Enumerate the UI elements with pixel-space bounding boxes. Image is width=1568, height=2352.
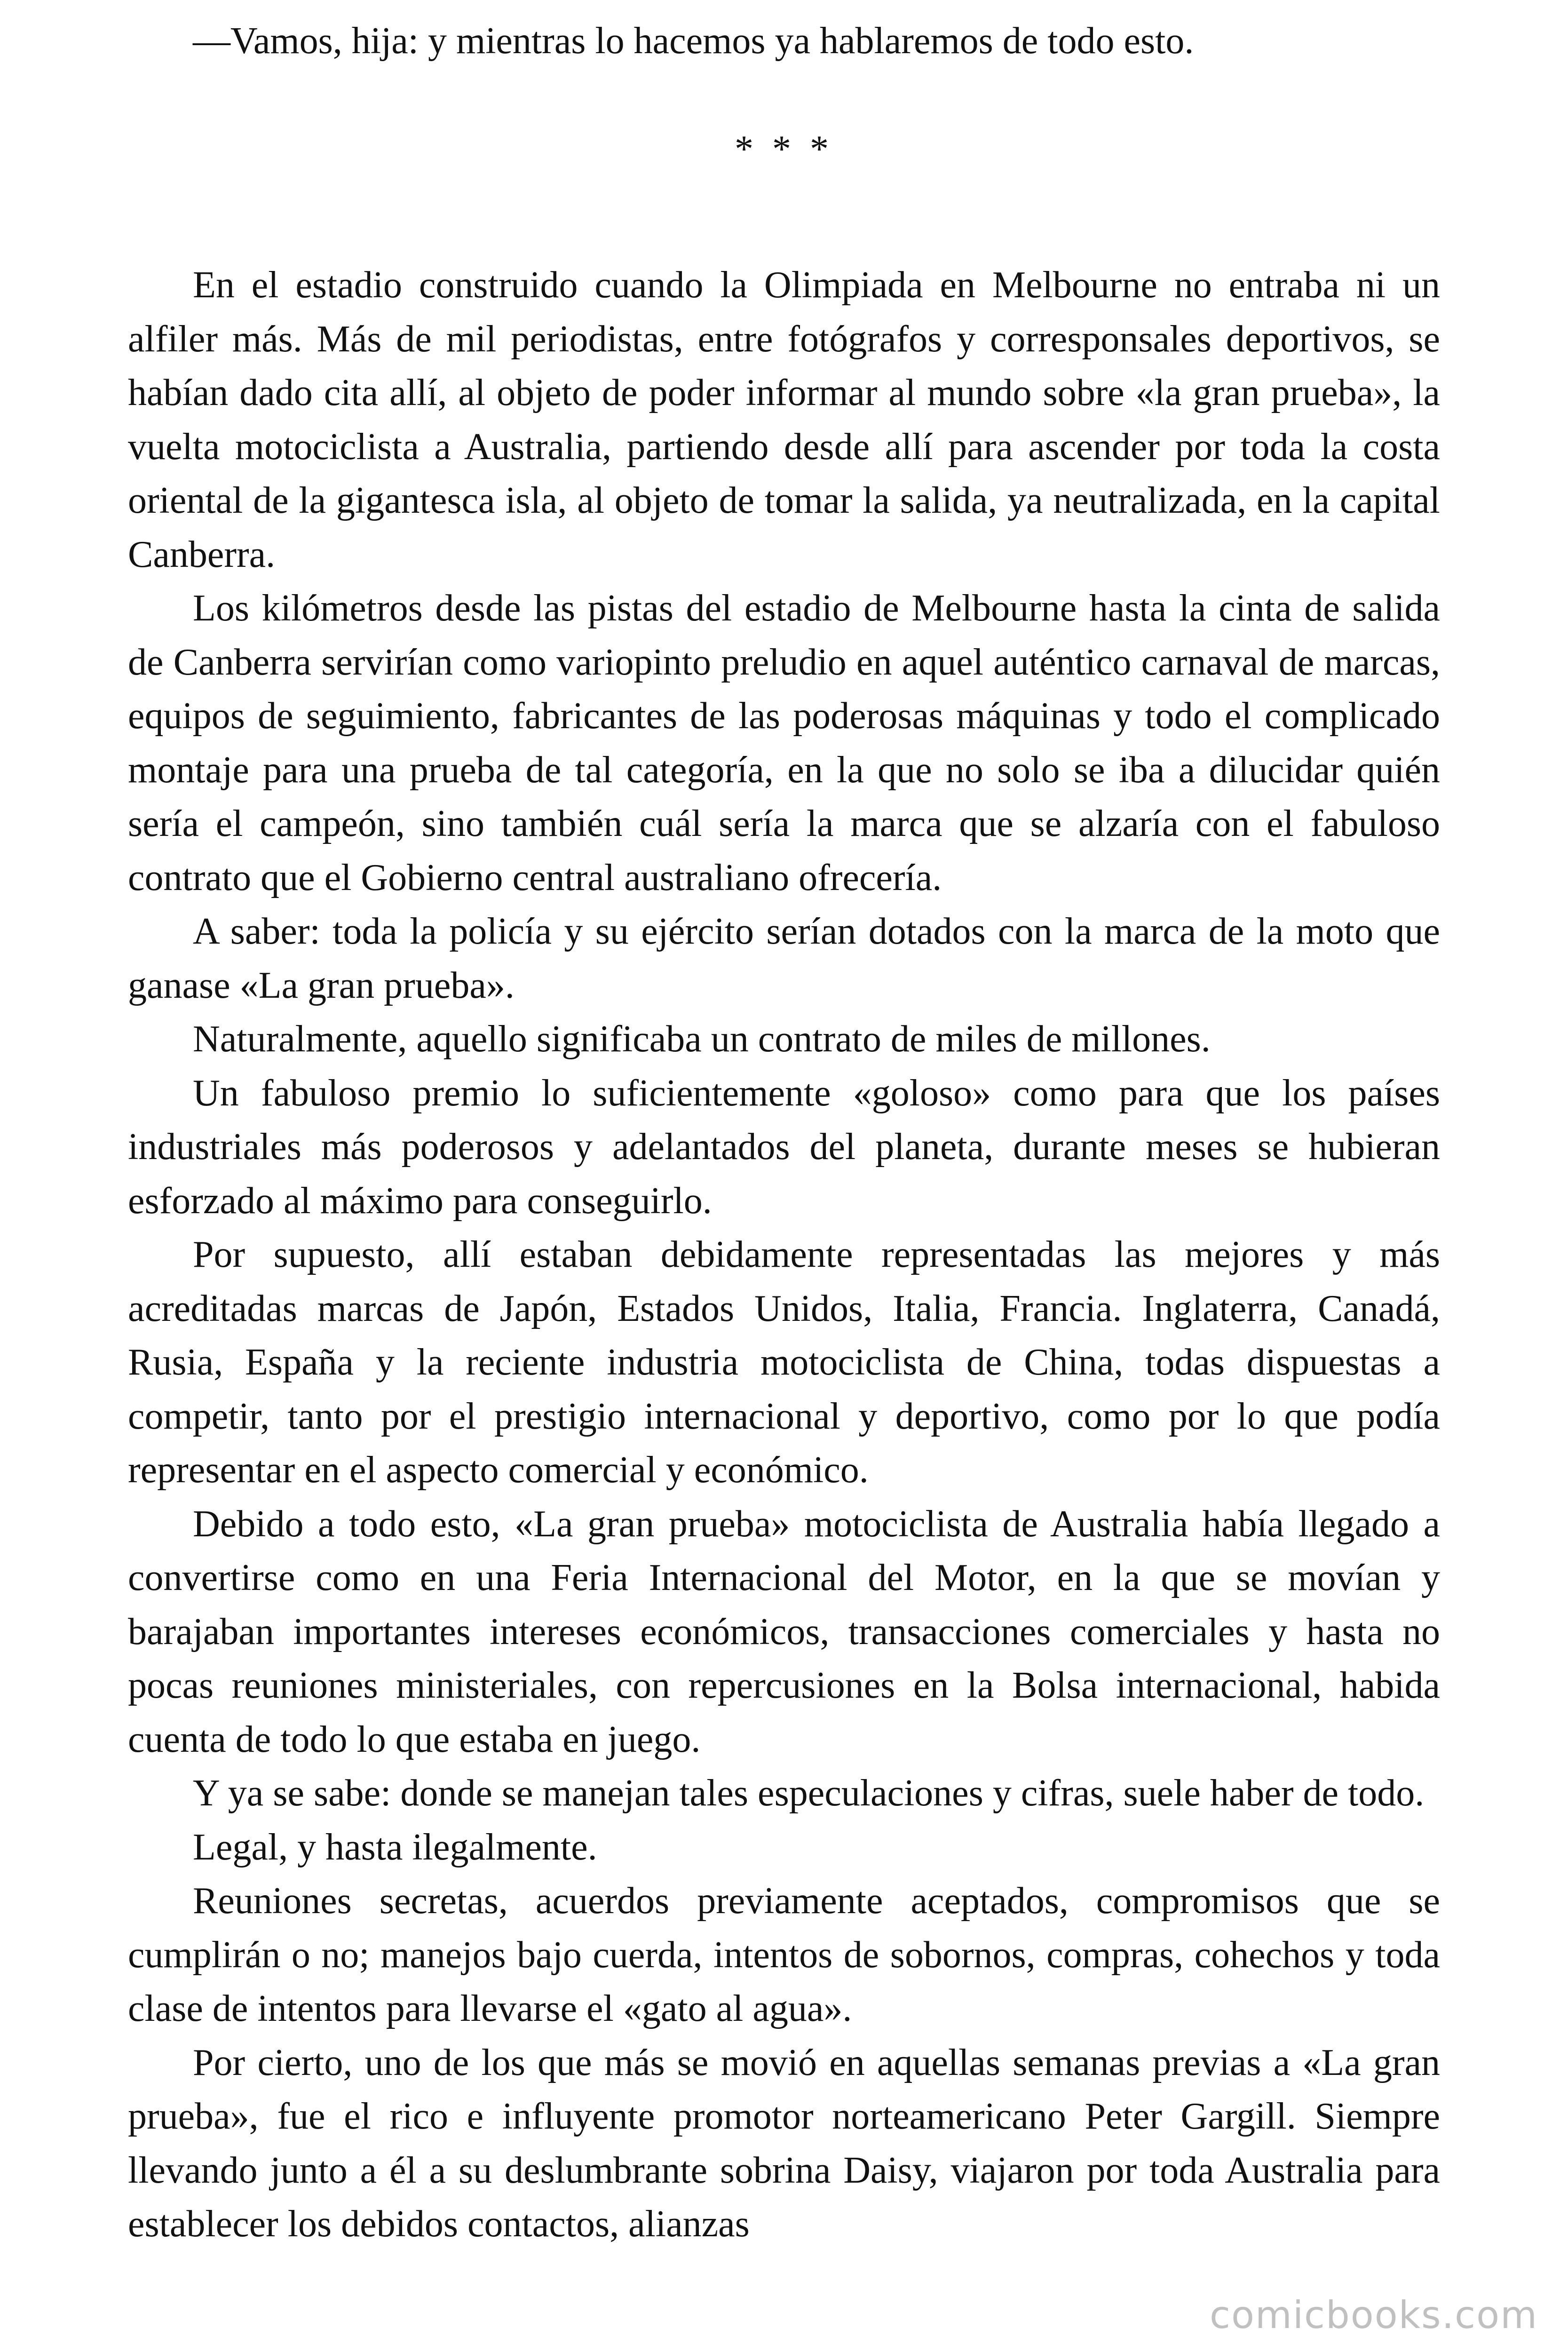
- paragraph-1: En el estadio construido cuando la Olimpiada en Melbourne no entraba ni un alfiler más. Más de mil periodistas, entre fotógrafos y corresponsales deportivos, se habían dado cita allí, al objeto de poder informar al mundo sobre «la gran prueba», la vuelta motociclista a Australia, partiendo desde allí para ascender por toda la costa oriental de la gigantesca isla, al objeto de tomar la salida, ya neutralizada, en la capital Canberra.: [128, 264, 1440, 575]
- paragraph-6: Por supuesto, allí estaban debidamente representadas las mejores y más acreditadas marcas de Japón, Estados Unidos, Italia, Francia. Inglaterra, Canadá, Rusia, España y la reciente industria motociclista de China, todas dispuestas a competir, tanto por el prestigio internacional y deportivo, como por lo que podía representar en el aspecto comercial y económico.: [128, 1234, 1440, 1491]
- paragraph-11: Por cierto, uno de los que más se movió en aquellas semanas previas a «La gran prueba», fue el rico e influyente promotor norteamericano Peter Gargill. Siempre llevando junto a él a su deslumbrante sobrina Daisy, viajaron por toda Australia para establecer los debidos contactos, alianzas: [128, 2042, 1440, 2245]
- paragraph-2: Los kilómetros desde las pistas del estadio de Melbourne hasta la cinta de salida de Canberra servirían como variopinto preludio en aquel auténtico carnaval de marcas, equipos de seguimiento, fabricantes de las poderosas máquinas y todo el complicado montaje para una prueba de tal categoría, en la que no solo se iba a dilucidar quién sería el campeón, sino también cuál sería la marca que se alzaría con el fabuloso contrato que el Gobierno central australiano ofrecería.: [128, 588, 1440, 898]
- paragraph-3: A saber: toda la policía y su ejército serían dotados con la marca de la moto que ganase «La gran prueba».: [128, 911, 1440, 1006]
- paragraph-8: Y ya se sabe: donde se manejan tales especulaciones y cifras, suele haber de todo.: [193, 1772, 1425, 1814]
- paragraph-9: Legal, y hasta ilegalmente.: [193, 1826, 597, 1868]
- paragraph-7: Debido a todo esto, «La gran prueba» motociclista de Australia había llegado a convertirse como en una Feria Internacional del Motor, en la que se movían y barajaban importantes intereses económicos, transacciones comerciales y hasta no pocas reuniones ministeriales, con repercusiones en la Bolsa internacional, habida cuenta de todo lo que estaba en juego.: [128, 1503, 1440, 1760]
- page-text: [128, 14, 1440, 2251]
- paragraph-5: Un fabuloso premio lo suficientemente «goloso» como para que los países industriales más poderosos y adelantados del planeta, durante meses se hubieran esforzado al máximo para conseguirlo.: [128, 1072, 1440, 1222]
- paragraph-0: —Vamos, hija: y mientras lo hacemos ya hablaremos de todo esto.: [193, 20, 1194, 62]
- section-separator: * * *: [735, 128, 833, 170]
- watermark: comicbooks.com: [1209, 2293, 1538, 2337]
- paragraph-4: Naturalmente, aquello significaba un contrato de miles de millones.: [193, 1018, 1211, 1060]
- paragraph-10: Reuniones secretas, acuerdos previamente aceptados, compromisos que se cumplirán o no; manejos bajo cuerda, intentos de sobornos, compras, cohechos y toda clase de intentos para llevarse el «gato al agua».: [128, 1880, 1440, 2029]
